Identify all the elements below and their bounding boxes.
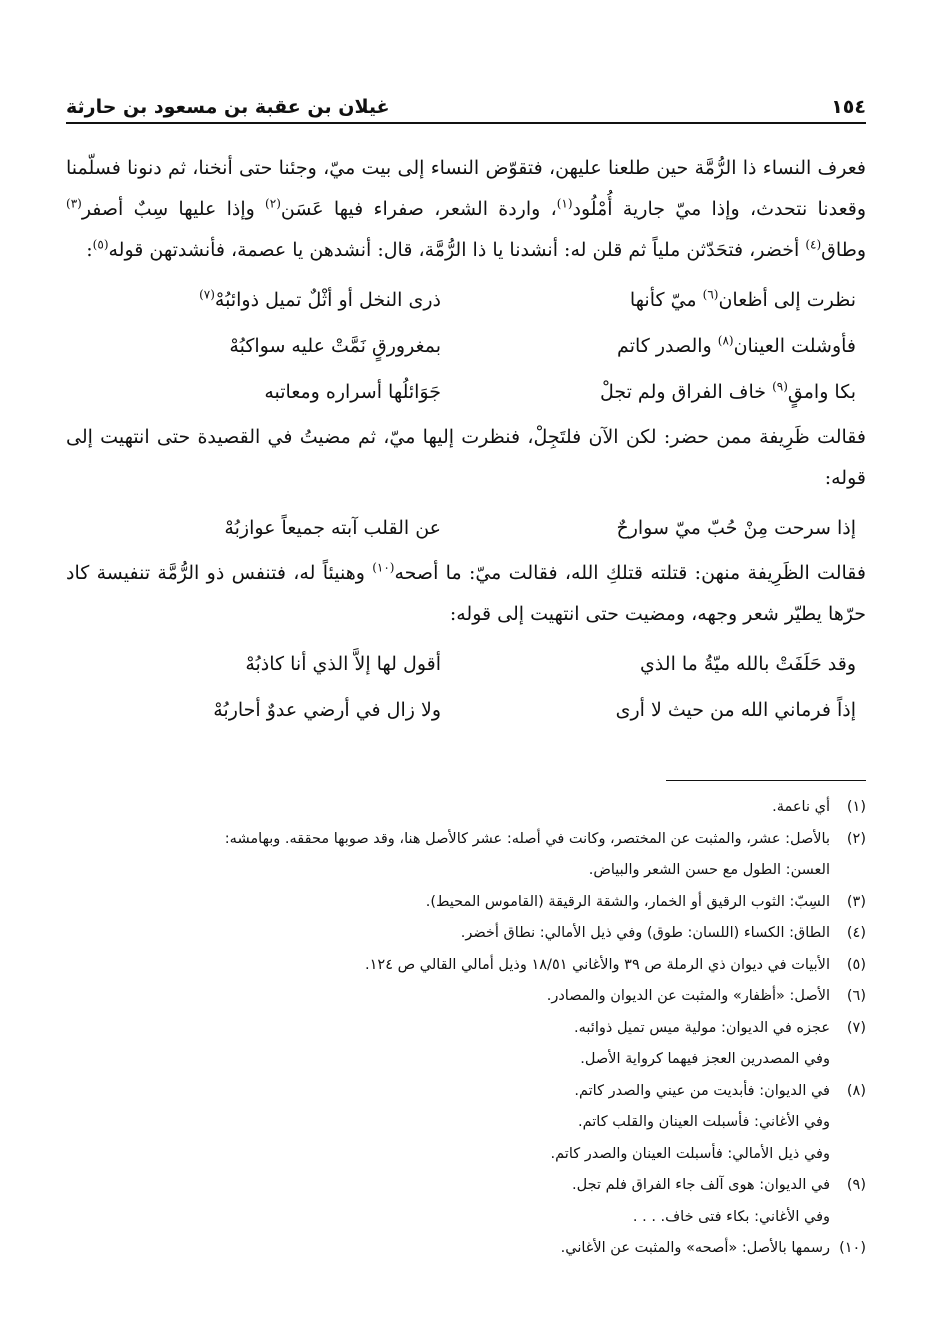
paragraph-1-text: : [86, 239, 93, 261]
footnote-number: (١) [846, 799, 866, 815]
footnote-ref[interactable]: (٨) [717, 333, 734, 348]
verse-line [66, 505, 866, 551]
verse-first-hemistich: فأوشلت العينان$^{(٨)}$ والصدر كاتم [617, 333, 856, 357]
verse-line [66, 687, 866, 733]
verse-first-hemistich: إذا سرحت مِنْ حُبّ ميّ سوارحٌ [616, 517, 856, 539]
footnote-number: (٩) [846, 1177, 866, 1193]
footnote-ref[interactable]: (١) [556, 196, 573, 211]
poem-block-3 [66, 641, 866, 733]
footnote-text: الأبيات في ديوان ذي الرملة ص ٣٩ والأغاني ١٨/٥١ وذيل أمالي القالي ص ١٢٤. [365, 956, 830, 973]
running-title: غيلان بن عقبة بن مسعود بن حارثة [66, 96, 390, 118]
footnote-number: (١٠) [839, 1240, 866, 1256]
paragraph-1-text: وطاق [821, 239, 866, 261]
footnote-text: وفي الأغاني: بكاء فتى خاف. . . . [632, 1208, 830, 1225]
footnote-number: (٧) [846, 1019, 866, 1036]
footnote-text: في الديوان: فأبديت من عيني والصدر كاتم. [574, 1082, 830, 1099]
footnote-text: وفي الأغاني: فأسبلت العينان والقلب كاتم. [578, 1114, 830, 1130]
verse-second-hemistich: ولا زال في أرضي عدوٌ أحاربُهْ [213, 699, 441, 721]
verse-second-hemistich: ذرى النخل أو أثْلٌ تميل ذوائبُهْ$^{(٧)}$ [199, 287, 441, 311]
page-number: ١٥٤ [831, 96, 866, 118]
header-rule [66, 122, 866, 124]
poem-block-1 [66, 277, 866, 415]
footnote-ref[interactable]: (٦) [702, 287, 719, 302]
footnote [66, 824, 866, 887]
paragraph-3-text: فقالت الظَرِيفة منهن: قتلته قتلكِ الله، فقالت ميّ: ما أصحه [394, 562, 866, 584]
paragraph-1-text: ، واردة الشعر، صفراء فيها عَسَن [280, 198, 557, 220]
paragraph-1-text: فعرف النساء ذا الرُّمَّة حين طلعنا عليهن، فتقوّض النساء إلى بيت ميّ، وجئنا حتى أنخنا، ثم دنونا فسلّمنا وقعدنا نتحدث، وإذا ميّ جارية أُمْلُود [66, 157, 866, 220]
paragraph-1-text: أخضر، فتحَدّثن ملياً ثم قلن له: أنشدنا يا ذا الرُّمَّة، قال: أنشدهن يا عصمة، فأنشدتهن قوله [108, 239, 806, 261]
verse-second-hemistich: جَوَائلُها أسراره ومعاتبه [264, 381, 441, 403]
paragraph-1 [66, 148, 866, 271]
footnote-text: رسمها بالأصل: «أصحه» والمثبت عن الأغاني. [560, 1240, 830, 1256]
footnote-text: عجزه في الديوان: مولية ميس تميل ذوائبه. [574, 1019, 830, 1036]
footnote-text: وفي ذيل الأمالي: فأسبلت العينان والصدر كاتم. [550, 1145, 830, 1162]
footnote [66, 918, 866, 950]
footnote-text: العسن: الطول مع حسن الشعر والبياض. [588, 862, 830, 878]
verse-line [66, 641, 866, 687]
footnote-number: (٨) [846, 1082, 866, 1099]
footnote-ref[interactable]: (٤) [805, 237, 822, 252]
footnote [66, 981, 866, 1013]
footnote-separator [666, 780, 866, 781]
paragraph-3-text: وهنيئاً له، فتنفس ذو الرُّمَّة تنفيسة كاد حرّها يطيّر شعر وجهه، ومضيت حتى انتهيت إلى قوله: [66, 562, 866, 625]
footnote-text: أي ناعمة. [772, 799, 830, 815]
footnote [66, 1170, 866, 1233]
footnote [66, 1233, 866, 1265]
footnote [66, 1013, 866, 1076]
main-text [66, 148, 866, 735]
footnote-ref[interactable]: (٥) [92, 237, 109, 252]
poem-block-2 [66, 505, 866, 551]
footnote-text: الطاق: الكساء (اللسان: طوق) وفي ذيل الأمالي: نطاق أخضر. [460, 925, 830, 941]
verse-second-hemistich: عن القلب آبته جميعاً عوازبُهْ [224, 517, 441, 539]
verse-second-hemistich: بمغرورقٍ نَمَّتْ عليه سواكبُهْ [229, 335, 441, 357]
footnote-ref[interactable]: (١٠) [372, 560, 395, 575]
footnote-text: بالأصل: عشر، والمثبت عن المختصر، وكانت في أصله: عشر كالأصل هنا، وقد صوبها محققه. وبهامشه: [224, 830, 830, 847]
footnote [66, 887, 866, 919]
footnote-text: وفي المصدرين العجز فيهما كرواية الأصل. [580, 1051, 830, 1067]
footnote [66, 792, 866, 824]
paragraph-2: فقالت ظَرِيفة ممن حضر: لكن الآن فلتَجِلْ، فنظرت إليها ميّ، ثم مضيتُ في القصيدة حتى انتهيت إلى قوله: [66, 426, 866, 489]
footnote-text: الأصل: «أظفار» والمثبت عن الديوان والمصادر. [546, 988, 830, 1004]
footnote-ref[interactable]: (٢) [265, 196, 281, 211]
verse-second-hemistich: أقول لها إلاَّ الذي أنا كاذبُهْ [245, 653, 441, 675]
footnote [66, 950, 866, 982]
footnote-ref[interactable]: (٧) [199, 287, 215, 302]
verse-line [66, 277, 866, 323]
footnote-number: (٤) [846, 925, 866, 941]
footnote-ref[interactable]: (٣) [66, 196, 82, 211]
footnote-number: (٦) [846, 988, 866, 1004]
footnote-ref[interactable]: (٩) [772, 379, 788, 394]
paragraph-3 [66, 553, 866, 635]
footnote-number: (٥) [846, 956, 866, 973]
verse-first-hemistich: نظرت إلى أظعان$^{(٦)}$ ميّ كأنها [629, 287, 856, 311]
verse-first-hemistich: إذاً فرماني الله من حيث لا أرى [615, 699, 856, 721]
verse-line [66, 323, 866, 369]
footnote-number: (٣) [846, 893, 866, 910]
footnote-text: السِبّ: الثوب الرقيق أو الخمار، والشقة الرقيقة (القاموس المحيط). [425, 893, 830, 910]
footnote [66, 1076, 866, 1171]
verse-line [66, 369, 866, 415]
footnote-text: في الديوان: هوى آلف جاء الفراق فلم تجل. [572, 1177, 830, 1193]
footnote-number: (٢) [846, 830, 866, 847]
verse-first-hemistich: وقد حَلَفَتْ بالله ميّةُ ما الذي [639, 653, 856, 675]
footnotes [66, 792, 866, 1265]
verse-first-hemistich: بكا وامقٍ$^{(٩)}$ خاف الفراق ولم تجلْ [599, 379, 856, 403]
page-header [66, 82, 866, 118]
paragraph-1-text: وإذا عليها سِبٌ أصفر [81, 198, 266, 220]
